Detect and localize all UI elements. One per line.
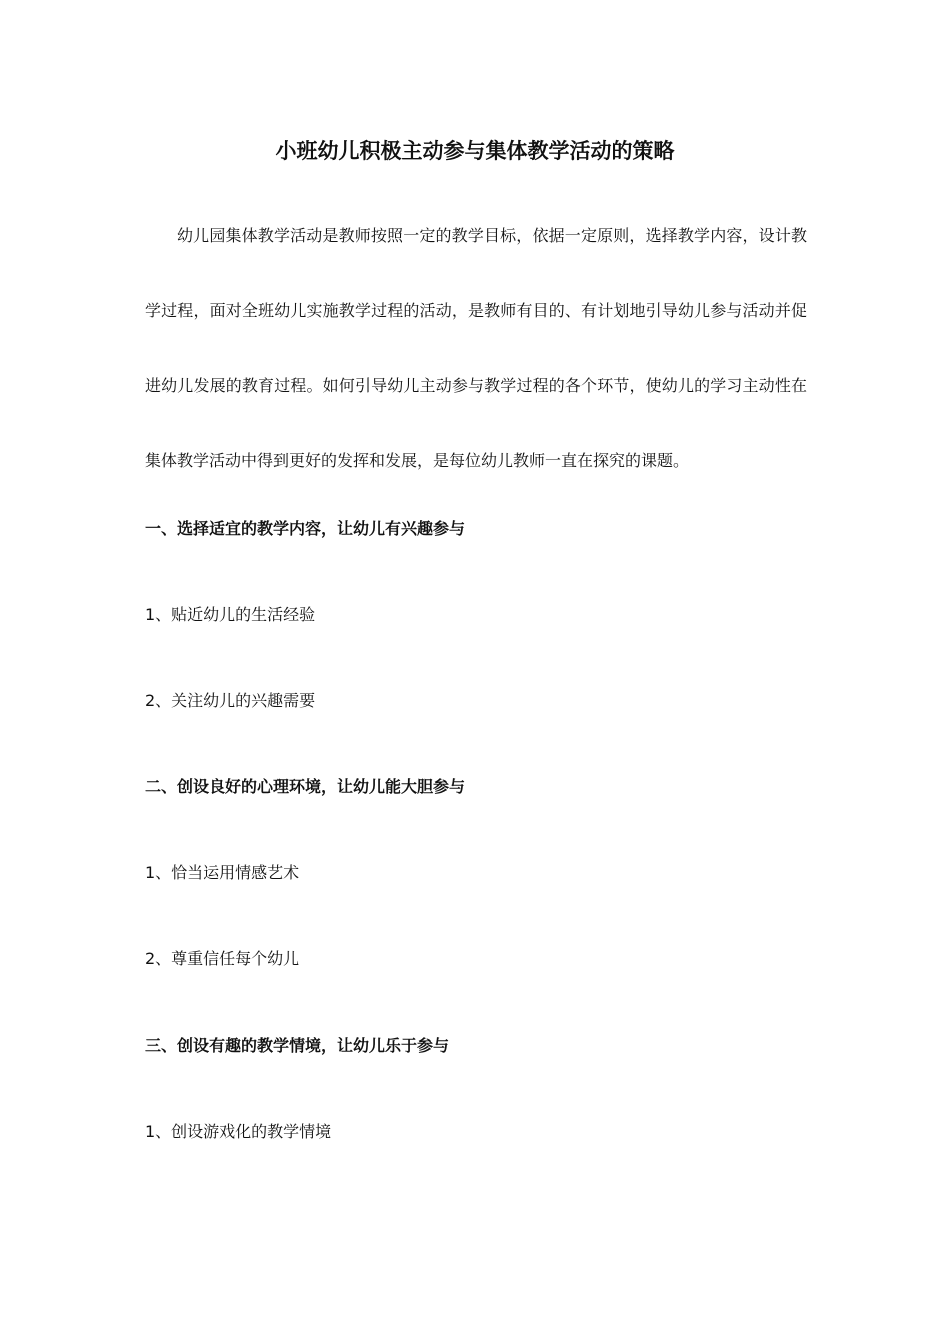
section-2-item-2: 2、尊重信任每个幼儿: [145, 949, 300, 968]
section-1-item-2: 2、关注幼儿的兴趣需要: [145, 691, 316, 710]
section-heading-2: 二、创设良好的心理环境，让幼儿能大胆参与: [145, 777, 466, 796]
section-2-item-1: 1、恰当运用情感艺术: [145, 863, 300, 882]
section-1-item-1: 1、贴近幼儿的生活经验: [145, 605, 316, 624]
section-3-item-1: 1、创设游戏化的教学情境: [145, 1122, 332, 1141]
section-heading-3: 三、创设有趣的教学情境，让幼儿乐于参与: [145, 1036, 450, 1055]
section-heading-1: 一、选择适宜的教学内容，让幼儿有兴趣参与: [145, 519, 466, 538]
document-title: 小班幼儿积极主动参与集体教学活动的策略: [275, 139, 675, 163]
intro-paragraph: 幼儿园集体教学活动是教师按照一定的教学目标，依据一定原则，选择教学内容，设计教学过程，面对全班幼儿实施教学过程的活动，是教师有目的、有计划地引导幼儿参与活动并促进幼儿发展的教育过程。如何引导幼儿主动参与教学过程的各个环节，使幼儿的学习主动性在集体教学活动中得到更好的发挥和发展，是每位幼儿教师一直在探究的课题。: [145, 226, 807, 470]
